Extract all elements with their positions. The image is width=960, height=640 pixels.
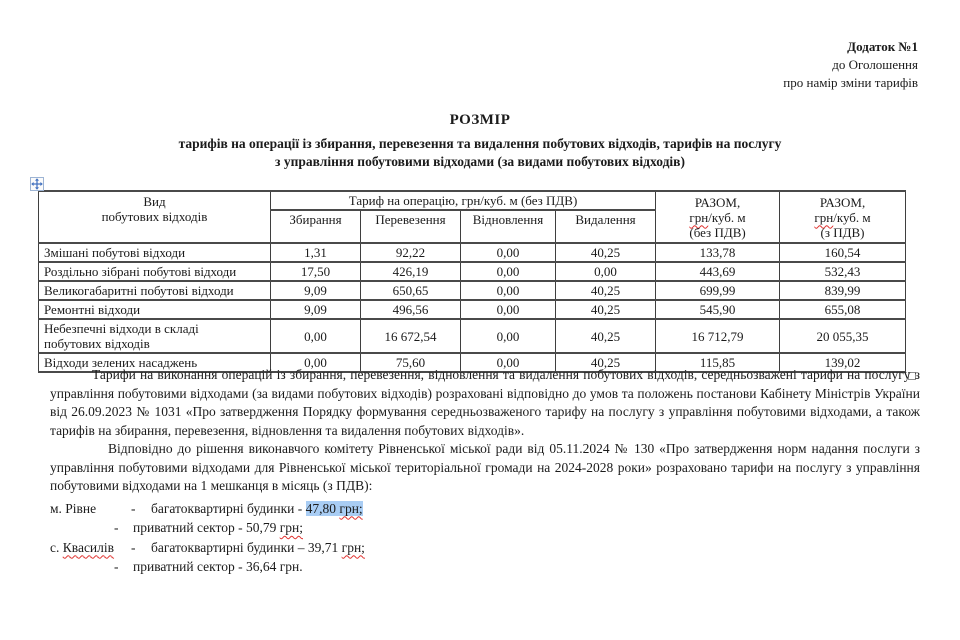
- city-label: с. Квасилів: [50, 539, 115, 555]
- cell-remove: 40,25: [556, 281, 656, 300]
- page-title: РОЗМІР: [449, 112, 511, 128]
- tariff-text: багатоквартирні будинки - 47,80 грн;: [151, 500, 363, 516]
- cell-waste-type: Небезпечні відходи в складі побутових відходів: [39, 319, 271, 353]
- cell-transport: 496,56: [361, 300, 461, 319]
- cell-waste-type: Ремонтні відходи: [39, 300, 271, 319]
- cell-recover: 0,00: [461, 319, 556, 353]
- subtitle-line: тарифів на операції із збирання, перевезення та видалення побутових відходів, тарифів на послугу: [178, 136, 782, 151]
- tariff-line: [50, 520, 920, 540]
- cell-remove: 0,00: [556, 262, 656, 281]
- body-text-block: [50, 366, 920, 579]
- annex-title: Додаток №1: [847, 39, 918, 54]
- col-header-operation-group: [271, 191, 656, 210]
- header-text: Тариф на операцію,: [348, 193, 462, 208]
- cell-waste-type: Роздільно зібрані побутові відходи: [39, 262, 271, 281]
- col-header-waste-type: [39, 191, 271, 243]
- tariff-table: [38, 190, 906, 373]
- cell-collect: 0,00: [271, 353, 361, 372]
- header-line: побутових відходів: [101, 209, 208, 224]
- cell-collect: 9,09: [271, 300, 361, 319]
- cell-total-vat: 532,43: [780, 262, 906, 281]
- cell-recover: 0,00: [461, 243, 556, 262]
- header-line: РАЗОМ,: [819, 194, 866, 210]
- col-header-remove: Видалення: [556, 210, 656, 243]
- selected-text: 47,80 грн;: [305, 500, 363, 516]
- table-row: [39, 300, 906, 319]
- col-header-total-no-vat: [656, 191, 780, 243]
- cell-collect: 1,31: [271, 243, 361, 262]
- table-move-handle-icon[interactable]: [30, 177, 44, 191]
- annex-block: [783, 38, 918, 92]
- col-header-recover: Відновлення: [461, 210, 556, 243]
- cell-recover: 0,00: [461, 262, 556, 281]
- tariff-line: [50, 501, 920, 521]
- page-subtitle: [0, 135, 960, 171]
- cell-remove: 40,25: [556, 300, 656, 319]
- col-header-collect: Збирання: [271, 210, 361, 243]
- table-header-row: [39, 191, 906, 210]
- cell-total-vat: 139,02: [780, 353, 906, 372]
- tariff-table-container: [38, 190, 906, 373]
- cell-total-no-vat: 443,69: [656, 262, 780, 281]
- cell-total-vat: 20 055,35: [780, 319, 906, 353]
- tariff-text: приватний сектор - 36,64 грн.: [133, 559, 303, 574]
- city-label: м. Рівне: [50, 500, 97, 516]
- cell-waste-type: Великогабаритні побутові відходи: [39, 281, 271, 300]
- list-dash: -: [114, 520, 119, 535]
- annex-line: про намір зміни тарифів: [783, 75, 918, 90]
- col-header-total-vat: [780, 191, 906, 243]
- cell-recover: 0,00: [461, 300, 556, 319]
- paragraph-tariff-basis: Тарифи на виконання операцій із збирання, перевезення, відновлення та видалення побутових відходів, середньозважені тарифи на послугу з управління побутовими відходами (за видами побутових відходів) розраховані відповідно до умов та положень постанови Кабінету Міністрів України від 26.09.2023 № 1031 «Про затвердження Порядку формування середньозваженого тарифу на послугу з управління побутовими відходами, а також тарифів на збирання, перевезення, відновлення та видалення побутових відходів».: [50, 367, 920, 438]
- cell-recover: 0,00: [461, 353, 556, 372]
- tariff-text: багатоквартирні будинки – 39,71 грн;: [151, 539, 365, 555]
- cell-waste-type: Відходи зелених насаджень: [39, 353, 271, 372]
- title-block: [0, 112, 960, 171]
- list-dash: -: [131, 539, 136, 555]
- header-line: РАЗОМ,: [694, 194, 741, 210]
- cell-transport: 650,65: [361, 281, 461, 300]
- cell-transport: 16 672,54: [361, 319, 461, 353]
- cell-collect: 0,00: [271, 319, 361, 353]
- table-row: [39, 281, 906, 300]
- cell-transport: 426,19: [361, 262, 461, 281]
- header-text: /куб. м (без ПДВ): [480, 193, 578, 208]
- cell-total-no-vat: 16 712,79: [656, 319, 780, 353]
- cell-collect: 17,50: [271, 262, 361, 281]
- cell-remove: 40,25: [556, 353, 656, 372]
- subtitle-line: з управління побутовими відходами (за видами побутових відходів): [275, 154, 685, 169]
- tariff-line: [50, 559, 920, 579]
- col-header-transport: Перевезення: [361, 210, 461, 243]
- cell-recover: 0,00: [461, 281, 556, 300]
- table-row: [39, 262, 906, 281]
- cell-total-no-vat: 115,85: [656, 353, 780, 372]
- cell-remove: 40,25: [556, 319, 656, 353]
- cell-total-vat: 839,99: [780, 281, 906, 300]
- header-line: грн/куб. м: [689, 209, 746, 225]
- header-line: (з ПДВ): [820, 224, 865, 240]
- cell-remove: 40,25: [556, 243, 656, 262]
- header-line: грн/куб. м: [814, 209, 871, 225]
- cell-total-no-vat: 545,90: [656, 300, 780, 319]
- cell-total-vat: 655,08: [780, 300, 906, 319]
- header-text: грн: [461, 193, 481, 208]
- table-row: [39, 243, 906, 262]
- cell-collect: 9,09: [271, 281, 361, 300]
- tariff-per-resident-list: [50, 501, 920, 579]
- cell-transport: 92,22: [361, 243, 461, 262]
- header-line: Вид: [143, 194, 166, 209]
- tariff-text: приватний сектор - 50,79 грн;: [133, 520, 303, 535]
- table-row: [39, 319, 906, 353]
- cell-total-no-vat: 699,99: [656, 281, 780, 300]
- cell-total-vat: 160,54: [780, 243, 906, 262]
- header-line: (без ПДВ): [689, 224, 746, 240]
- cell-transport: 75,60: [361, 353, 461, 372]
- annex-line: до Оголошення: [832, 57, 918, 72]
- list-dash: -: [131, 500, 136, 516]
- tariff-line: [50, 540, 920, 560]
- cell-total-no-vat: 133,78: [656, 243, 780, 262]
- paragraph-decision: Відповідно до рішення виконавчого комітету Рівненської міської ради від 05.11.2024 № 130 «Про затвердження норм надання послуги з управління побутовими відходами для Рівненської міської територіальної громади на 2024-2028 роки» розраховано тарифи на послугу з управління побутовими відходами на 1 мешканця в місяць (з ПДВ):: [50, 441, 920, 493]
- cell-waste-type: Змішані побутові відходи: [39, 243, 271, 262]
- list-dash: -: [114, 559, 119, 574]
